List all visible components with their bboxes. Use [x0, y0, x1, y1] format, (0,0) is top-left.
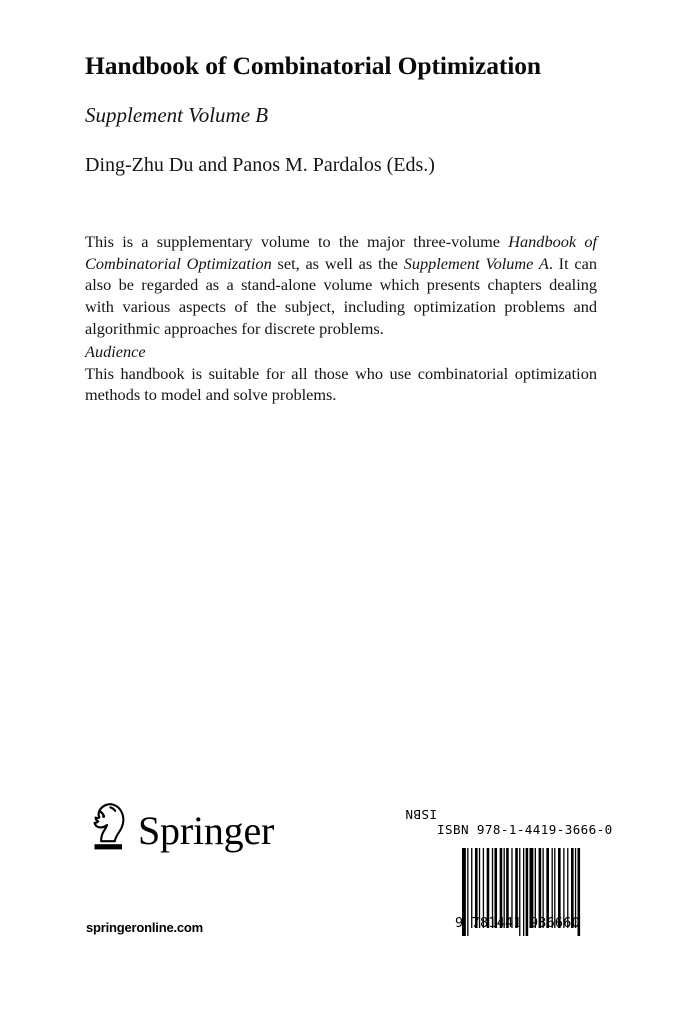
cover-blurb — [85, 231, 597, 339]
ean13-digits: 9 781441 936660 — [455, 915, 580, 931]
audience-heading: Audience — [85, 342, 146, 361]
cover-editors: Ding-Zhu Du and Panos M. Pardalos (Eds.) — [85, 154, 435, 176]
page-title: Handbook of Combinatorial Optimization — [85, 51, 541, 80]
blurb-text-part-2: set, as well as the — [271, 253, 404, 273]
isbn-text: ISBN 978-1-4419-3666-0 — [437, 822, 613, 837]
blurb-text-part-3: . It can also be regarded as a stand-alone volume which presents chapters dealing with various aspects of the subject, including optimization problems and algorithmic approaches for discrete problems. — [85, 253, 598, 338]
springer-knight-icon — [86, 800, 130, 854]
audience-text: This handbook is suitable for all those who use combinatorial optimization methods to model and solve problems. — [85, 363, 597, 405]
publisher-website: springeronline.com — [86, 920, 204, 935]
cover-subtitle: Supplement Volume B — [85, 103, 269, 127]
blurb-italic-supplement-a: Supplement Volume A — [403, 253, 549, 273]
isbn-rotated-text: ISBN — [405, 807, 437, 822]
blurb-text-part-1: This is a supplementary volume to the major three-volume — [85, 232, 509, 252]
audience-section — [85, 341, 597, 406]
isbn-barcode-block — [405, 807, 613, 936]
springer-logo — [86, 800, 274, 854]
springer-wordmark: Springer — [138, 808, 275, 853]
blurb-italic-handbook: Handbook of Combinatorial Optimization — [85, 232, 598, 273]
